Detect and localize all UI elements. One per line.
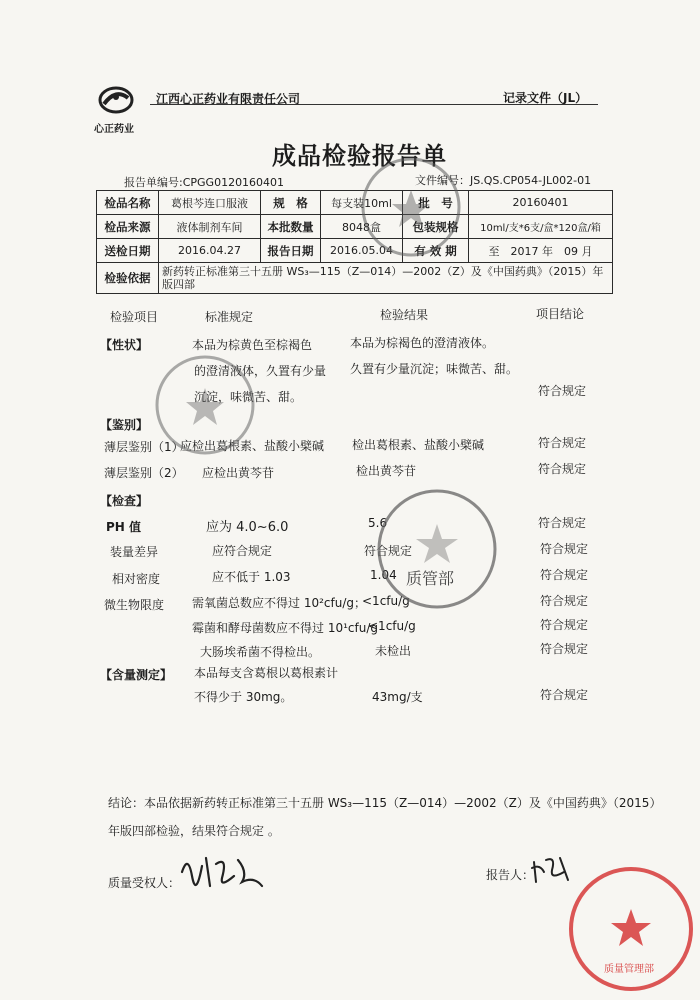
fill-label: 装量差异 (110, 545, 159, 559)
fill-standard: 应符合规定 (212, 544, 273, 558)
info-cell-label: 检品名称 (97, 191, 159, 215)
company-logo (92, 82, 140, 122)
ph-standard: 应为 4.0~6.0 (206, 520, 289, 535)
micro1-standard: 需氧菌总数应不得过 10²cfu/g； (192, 596, 366, 610)
ph-conclusion: 符合规定 (538, 516, 587, 530)
red-company-stamp (566, 864, 696, 998)
info-cell-value: 10ml/支*6支/盒*120盒/箱 (469, 215, 613, 239)
header-divider (150, 104, 598, 105)
micro-label: 微生物限度 (104, 598, 165, 612)
density-result: 1.04 (370, 568, 397, 582)
section-identification: 【鉴别】 (100, 418, 149, 432)
micro2-conclusion: 符合规定 (540, 618, 589, 632)
character-standard-line: 沉淀，味微苦、甜。 (194, 390, 303, 404)
micro3-result: 未检出 (375, 644, 412, 658)
company-stamp-left (150, 350, 260, 464)
file-number-label: 文件编号： (415, 174, 470, 187)
density-label: 相对密度 (112, 572, 161, 586)
reporter-label: 报告人： (486, 868, 535, 882)
assay-standard-line: 不得少于 30mg。 (194, 690, 293, 704)
character-conclusion: 符合规定 (538, 384, 587, 398)
logo-text: 心正药业 (94, 124, 134, 135)
info-cell-label: 报告日期 (261, 239, 321, 263)
info-cell-value: 2016.04.27 (159, 239, 261, 263)
info-cell-label: 包装规格 (403, 215, 469, 239)
tlc2-label: 薄层鉴别（2） (104, 466, 184, 480)
info-cell-label: 规 格 (261, 191, 321, 215)
density-standard: 应不低于 1.03 (212, 570, 291, 584)
micro3-standard: 大肠埃希菌不得检出。 (200, 645, 321, 659)
section-assay: 【含量测定】 (100, 668, 173, 682)
micro3-conclusion: 符合规定 (540, 642, 589, 656)
tlc1-result: 检出葛根素、盐酸小檗碱 (352, 438, 485, 452)
qa-stamp-dept: 质管部 (406, 569, 455, 588)
info-cell-label: 批 号 (403, 191, 469, 215)
basis-label: 检验依据 (97, 263, 159, 294)
assay-standard-line: 本品每支含葛根以葛根素计 (194, 666, 339, 680)
qa-person-label: 质量受权人： (108, 876, 181, 890)
assay-result: 43mg/支 (372, 690, 423, 704)
conclusion-line: 年版四部检验，结果符合规定 。 (108, 824, 280, 838)
col-header-item: 检验项目 (110, 310, 159, 324)
info-cell-value: 葛根芩连口服液 (159, 191, 261, 215)
character-standard-line: 本品为棕黄色至棕褐色 (192, 338, 313, 352)
info-row (97, 239, 613, 263)
fill-result: 符合规定 (364, 544, 413, 558)
fill-conclusion: 符合规定 (540, 542, 589, 556)
info-cell-label: 送检日期 (97, 239, 159, 263)
ph-result: 5.6 (368, 516, 388, 530)
red-stamp-dept: 质量管理部 (604, 964, 654, 975)
tlc2-result: 检出黄芩苷 (356, 464, 417, 478)
info-row (97, 215, 613, 239)
info-cell-value: 2016.05.04 (321, 239, 403, 263)
section-check: 【检查】 (100, 494, 149, 508)
info-cell-value: 至 2017 年 09 月 (469, 239, 613, 263)
info-cell-label: 本批数量 (261, 215, 321, 239)
tlc2-conclusion: 符合规定 (538, 462, 587, 476)
character-result-line: 久置有少量沉淀；味微苦、甜。 (350, 362, 519, 376)
info-cell-value: 液体制剂车间 (159, 215, 261, 239)
micro2-result: <1cfu/g (368, 619, 416, 633)
col-header-standard: 标准规定 (205, 310, 254, 324)
assay-conclusion: 符合规定 (540, 688, 589, 702)
qa-signature (176, 846, 276, 900)
tlc1-standard: 应检出葛根素、盐酸小檗碱 (180, 439, 325, 453)
density-conclusion: 符合规定 (540, 568, 589, 582)
info-cell-label: 有 效 期 (403, 239, 469, 263)
col-header-conclusion: 项目结论 (536, 307, 585, 321)
info-cell-label: 检品来源 (97, 215, 159, 239)
basis-value: 新药转正标准第三十五册 WS₃—115（Z—014）—2002（Z）及《中国药典》（2015）年版四部 (159, 263, 613, 294)
micro1-result: <1cfu/g (362, 594, 410, 608)
tlc1-label: 薄层鉴别（1） (104, 440, 184, 454)
info-table (96, 190, 613, 294)
info-cell-value: 8048盒 (321, 215, 403, 239)
tlc2-standard: 应检出黄芩苷 (202, 466, 275, 480)
character-result-line: 本品为棕褐色的澄清液体。 (350, 336, 495, 350)
micro1-conclusion: 符合规定 (540, 594, 589, 608)
micro2-standard: 霉菌和酵母菌数应不得过 10¹cfu/g (192, 621, 378, 635)
company-stamp-top (356, 152, 466, 266)
character-standard-line: 的澄清液体，久置有少量 (194, 364, 327, 378)
info-cell-value: 20160401 (469, 191, 613, 215)
col-header-result: 检验结果 (380, 308, 429, 322)
file-number-value: JS.QS.CP054-JL002-01 (470, 174, 592, 187)
report-title: 成品检验报告单 (272, 142, 447, 170)
conclusion-line: 结论：本品依据新药转正标准第三十五册 WS₃—115（Z—014）—2002（Z）及《中国药典》（2015） (108, 796, 662, 810)
record-file-label: 记录文件（JL） (503, 91, 588, 105)
qa-department-stamp (372, 484, 502, 618)
info-row (97, 191, 613, 215)
info-cell-value: 每支装10ml (321, 191, 403, 215)
ph-label: PH 值 (106, 520, 142, 534)
tlc1-conclusion: 符合规定 (538, 436, 587, 450)
report-number: 报告单编号:CPGG0120160401 (124, 176, 285, 189)
section-character: 【性状】 (100, 338, 149, 352)
info-row (97, 263, 613, 294)
company-name: 江西心正药业有限责任公司 (156, 92, 301, 106)
